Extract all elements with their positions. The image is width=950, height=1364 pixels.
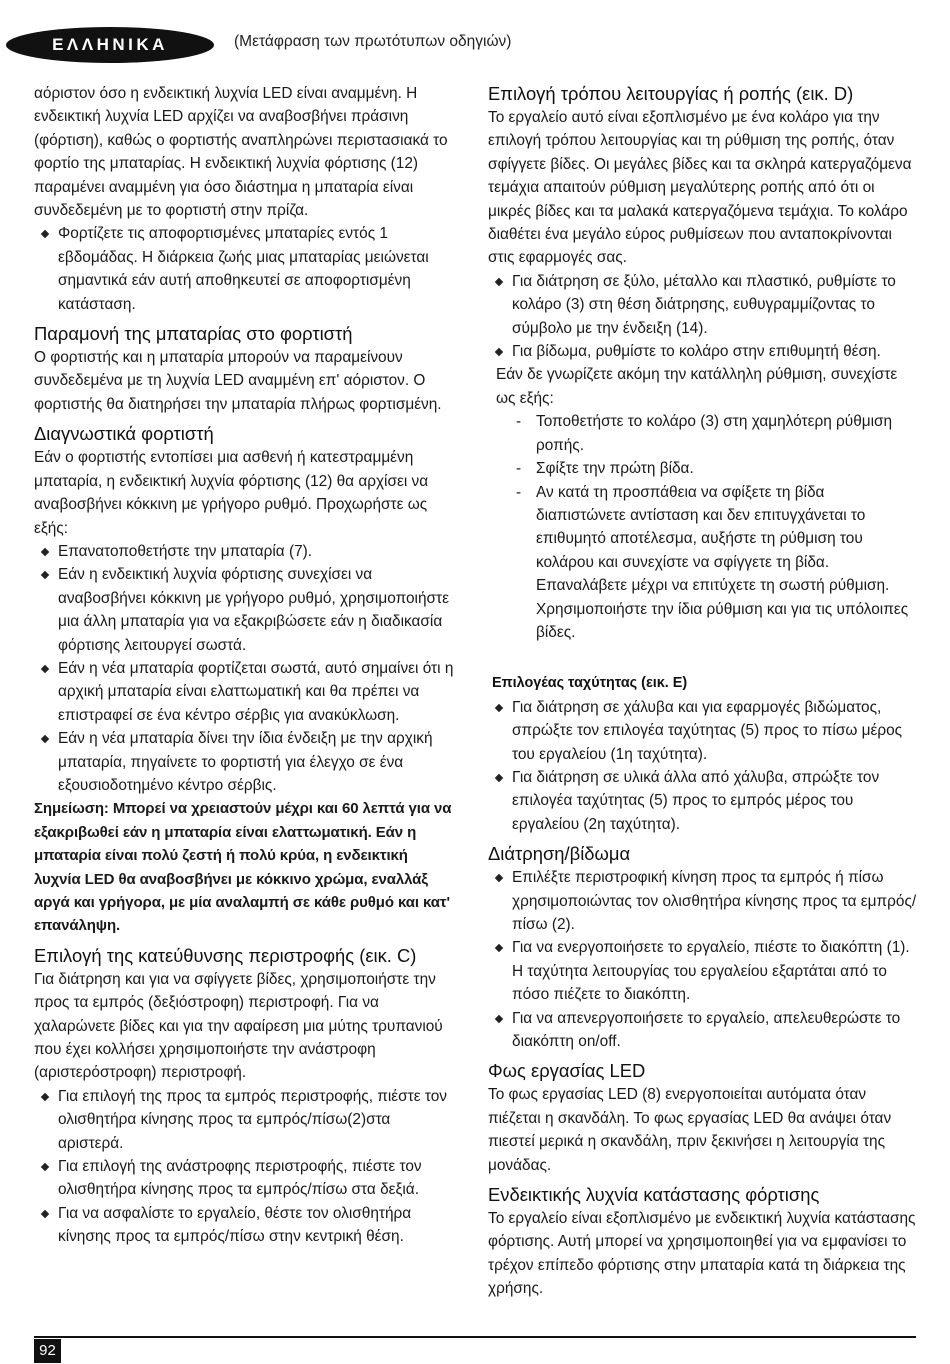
list-item: Για να απενεργοποιήσετε το εργαλείο, απελευθερώστε το διακόπτη on/off.	[488, 1007, 918, 1054]
header-subtitle: (Μετάφραση των πρωτότυπων οδηγιών)	[234, 33, 512, 50]
section-text-led-worklight: Το φως εργασίας LED (8) ενεργοποιείται αυτόματα όταν πιέζεται η σκανδάλη. Το φως εργασίας LED θα ανάψει όταν πιεστεί μερικά η σκανδάλη, πριν ξεκινήσει η λειτουργία της μονάδας.	[488, 1086, 892, 1174]
section-text-charge-indicator: Το εργαλείο είναι εξοπλισμένο με ενδεικτική λυχνία κατάστασης φόρτισης. Αυτή μπορεί να χρησιμοποιηθεί για να εμφανίσει το τρέχον επίπεδο φόρτισης στην μπαταρία κατά τη διάρκεια της χρήσης.	[488, 1210, 916, 1298]
list-item: Για διάτρηση σε ξύλο, μέταλλο και πλαστικό, ρυθμίστε το κολάρο (3) στη θέση διάτρησης, ευθυγραμμίζοντας το σύμβολο με την ένδειξη (14).	[488, 270, 918, 340]
bullet-diamond-icon	[41, 665, 49, 673]
list-item: Επιλέξτε περιστροφική κίνηση προς τα εμπρός ή πίσω χρησιμοποιώντας τον ολισθητήρα κίνησης προς τα εμπρός/πίσω (2).	[488, 866, 918, 936]
list-item: - Τοποθετήστε το κολάρο (3) στη χαμηλότερη ρύθμιση ροπής.	[510, 410, 918, 457]
bullet-diamond-icon	[495, 278, 503, 286]
dash-marker: -	[516, 460, 522, 478]
language-badge: ΕΛΛΗΝΙΚΑ	[6, 27, 214, 63]
bullet-diamond-icon	[495, 1014, 503, 1022]
list-item: - Αν κατά τη προσπάθεια να σφίξετε τη βίδα διαπιστώνετε αντίσταση και δεν επιτυγχάνεται το επιθυμητό αποτέλεσμα, αυξήστε τη ρύθμιση του κολάρου και συνεχίστε να σφίγγετε τη βίδα. Επαναλάβετε μέχρι να επιτύχετε τη σωστή ρύθμιση. Χρησιμοποιήστε την ίδια ρύθμιση και για τις υπόλοιπες βίδες.	[510, 481, 918, 645]
section-title-led-worklight: Φως εργασίας LED	[488, 1060, 646, 1082]
list-item: Εάν η νέα μπαταρία δίνει την ίδια ένδειξη με την αρχική μπαταρία, πηγαίνετε το φορτιστή για έλεγχο σε ένα εξουσιοδοτημένο κέντρο σέρβις.	[34, 727, 458, 797]
bullet-diamond-icon	[495, 348, 503, 356]
section-title-rotation-direction: Επιλογή της κατεύθυνσης περιστροφής (εικ. C)	[34, 944, 417, 966]
list-item: Για επιλογή της ανάστροφης περιστροφής, πιέστε τον ολισθητήρα κίνησης προς τα εμπρός/πίσω στα δεξιά.	[34, 1155, 458, 1202]
section-title-mode-torque: Επιλογή τρόπου λειτουργίας ή ροπής (εικ. D)	[488, 83, 854, 104]
bullet-diamond-icon	[495, 874, 503, 882]
section-text-charger-diagnostics: Εάν ο φορτιστής εντοπίσει μια ασθενή ή κατεστραμμένη μπαταρία, η ενδεικτική λυχνία φόρτισης (12) θα αρχίσει να αναβοσβήνει κόκκινη με γρήγορο ρυθμό. Προχωρήστε ως εξής:	[34, 449, 429, 537]
bullet-diamond-icon	[41, 571, 49, 579]
bullet-diamond-icon	[41, 1210, 49, 1218]
bullet-diamond-icon	[495, 944, 503, 952]
mode-torque-followup: Εάν δε γνωρίζετε ακόμη την κατάλληλη ρύθμιση, συνεχίστε ως εξής:	[496, 366, 898, 407]
list-item: Για να ενεργοποιήσετε το εργαλείο, πιέστε το διακόπτη (1). Η ταχύτητα λειτουργίας του εργαλείου εξαρτάται από το πόσο πιέζετε το διακόπτη.	[488, 936, 918, 1006]
mode-torque-bullet-list	[488, 270, 918, 364]
list-item: Για επιλογή της προς τα εμπρός περιστροφής, πιέστε τον ολισθητήρα κίνησης προς τα εμπρός/πίσω(2)στα αριστερά.	[34, 1085, 458, 1155]
list-item: Εάν η ενδεικτική λυχνία φόρτισης συνεχίσει να αναβοσβήνει κόκκινη με γρήγορο ρυθμό, χρησιμοποιήστε μια άλλη μπαταρία για να εξακριβώσετε εάν η διαδικασία φόρτισης λειτουργεί σωστά.	[34, 563, 458, 657]
section-text-battery-in-charger: Ο φορτιστής και η μπαταρία μπορούν να παραμείνουν συνδεδεμένα με τη λυχνία LED αναμμένη επ' αόριστον. Ο φορτιστής θα διατηρήσει την μπαταρία πλήρως φορτισμένη.	[34, 349, 442, 413]
section-title-charger-diagnostics: Διαγνωστικά φορτιστή	[34, 423, 214, 445]
right-column	[488, 82, 918, 1301]
bullet-diamond-icon	[41, 1093, 49, 1101]
list-item: Για να ασφαλίστε το εργαλείο, θέστε τον ολισθητήρα κίνησης προς τα εμπρός/πίσω στην κεντρική θέση.	[34, 1202, 458, 1249]
footer-rule	[34, 1336, 916, 1338]
dash-marker: -	[516, 413, 522, 431]
page-number: 92	[34, 1339, 61, 1363]
intro-bullet-list	[34, 222, 458, 316]
dash-marker: -	[516, 483, 522, 501]
list-item: Εάν η νέα μπαταρία φορτίζεται σωστά, αυτό σημαίνει ότι η αρχική μπαταρία είναι ελαττωματική και θα πρέπει να επιστραφεί σε ένα κέντρο σέρβις για ανακύκλωση.	[34, 657, 458, 727]
section-title-speed-selector: Επιλογέας ταχύτητας (εικ. E)	[492, 675, 688, 692]
list-item: Για βίδωμα, ρυθμίστε το κολάρο στην επιθυμητή θέση.	[488, 340, 918, 363]
list-item: Για διάτρηση σε υλικά άλλα από χάλυβα, σπρώξτε τον επιλογέα ταχύτητας (5) προς το εμπρός μέρος του εργαλείου (2η ταχύτητα).	[488, 766, 918, 836]
diagnostics-bullet-list	[34, 540, 458, 797]
bullet-diamond-icon	[41, 1163, 49, 1171]
bullet-diamond-icon	[41, 230, 49, 238]
speed-bullet-list	[488, 696, 918, 836]
list-item: - Σφίξτε την πρώτη βίδα.	[510, 457, 918, 480]
bullet-diamond-icon	[41, 735, 49, 743]
bullet-diamond-icon	[41, 548, 49, 556]
section-text-rotation-direction: Για διάτρηση και για να σφίγγετε βίδες, χρησιμοποιήστε την προς τα εμπρός (δεξιόστροφη) περιστροφή. Για να χαλαρώνετε βίδες και για την αφαίρεση μια μύτης τρυπανιού που έχει κολλήσει χρησιμοποιήστε την ανάστροφη (αριστερόστροφη) περιστροφή.	[34, 970, 443, 1082]
list-item: Φορτίζετε τις αποφορτισμένες μπαταρίες εντός 1 εβδομάδας. Η διάρκεια ζωής μιας μπαταρίας μειώνεται σημαντικά εάν αυτή αποθηκευτεί σε αποφορτισμένη κατάσταση.	[34, 222, 458, 316]
page-header	[6, 27, 706, 67]
mode-torque-dash-list	[488, 410, 918, 644]
note-paragraph: Σημείωση: Μπορεί να χρειαστούν μέχρι και 60 λεπτά για να εξακριβωθεί εάν η μπαταρία είναι ελαττωματική. Εάν η μπαταρία είναι πολύ ζεστή ή πολύ κρύα, η ενδεικτική λυχνία LED θα αναβοσβήνει με κόκκινο χρώμα, εναλλάξ αργά και γρήγορα, με μία αναλαμπή σε κάθε ρυθμό και κατ' επανάληψη.	[34, 800, 452, 935]
rotation-bullet-list	[34, 1085, 458, 1249]
intro-paragraph: αόριστον όσο η ενδεικτική λυχνία LED είναι αναμμένη. Η ενδεικτική λυχνία LED αρχίζει να αναβοσβήνει πράσινη (φόρτιση), καθώς ο φορτιστής αναπληρώνει περιστασιακά το φορτίο της μπαταρίας. Η ενδεικτική λυχνία φόρτισης (12) παραμένει αναμμένη για όσο διάστημα η μπαταρία είναι συνδεδεμένη με το φορτιστή στην πρίζα.	[34, 85, 448, 220]
section-title-charge-indicator: Ενδεικτικής λυχνία κατάστασης φόρτισης	[488, 1184, 820, 1206]
drilling-bullet-list	[488, 866, 918, 1053]
section-title-drilling-screwdriving: Διάτρηση/βίδωμα	[488, 843, 631, 865]
list-item: Για διάτρηση σε χάλυβα και για εφαρμογές βιδώματος, σπρώξτε τον επιλογέα ταχύτητας (5) προς το πίσω μέρος του εργαλείου (1η ταχύτητα).	[488, 696, 918, 766]
bullet-diamond-icon	[495, 704, 503, 712]
bullet-diamond-icon	[495, 774, 503, 782]
section-title-battery-in-charger: Παραμονή της μπαταρίας στο φορτιστή	[34, 323, 353, 345]
left-column	[34, 82, 458, 1249]
list-item: Επανατοποθετήστε την μπαταρία (7).	[34, 540, 458, 563]
section-text-mode-torque: Το εργαλείο αυτό είναι εξοπλισμένο με ένα κολάρο για την επιλογή τρόπου λειτουργίας και τη ρύθμιση της ροπής, όταν σφίγγετε βίδες. Οι μεγάλες βίδες και τα σκληρά κατεργαζόμενα τεμάχια απαιτούν ρύθμιση μεγαλύτερης ροπής από ότι οι μικρές βίδες και τα μαλακά κατεργαζόμενα τεμάχια. Το κολάρο διαθέτει ένα μεγάλο εύρος ρυθμίσεων που ανταποκρίνονται στις εφαρμογές σας.	[488, 109, 912, 267]
